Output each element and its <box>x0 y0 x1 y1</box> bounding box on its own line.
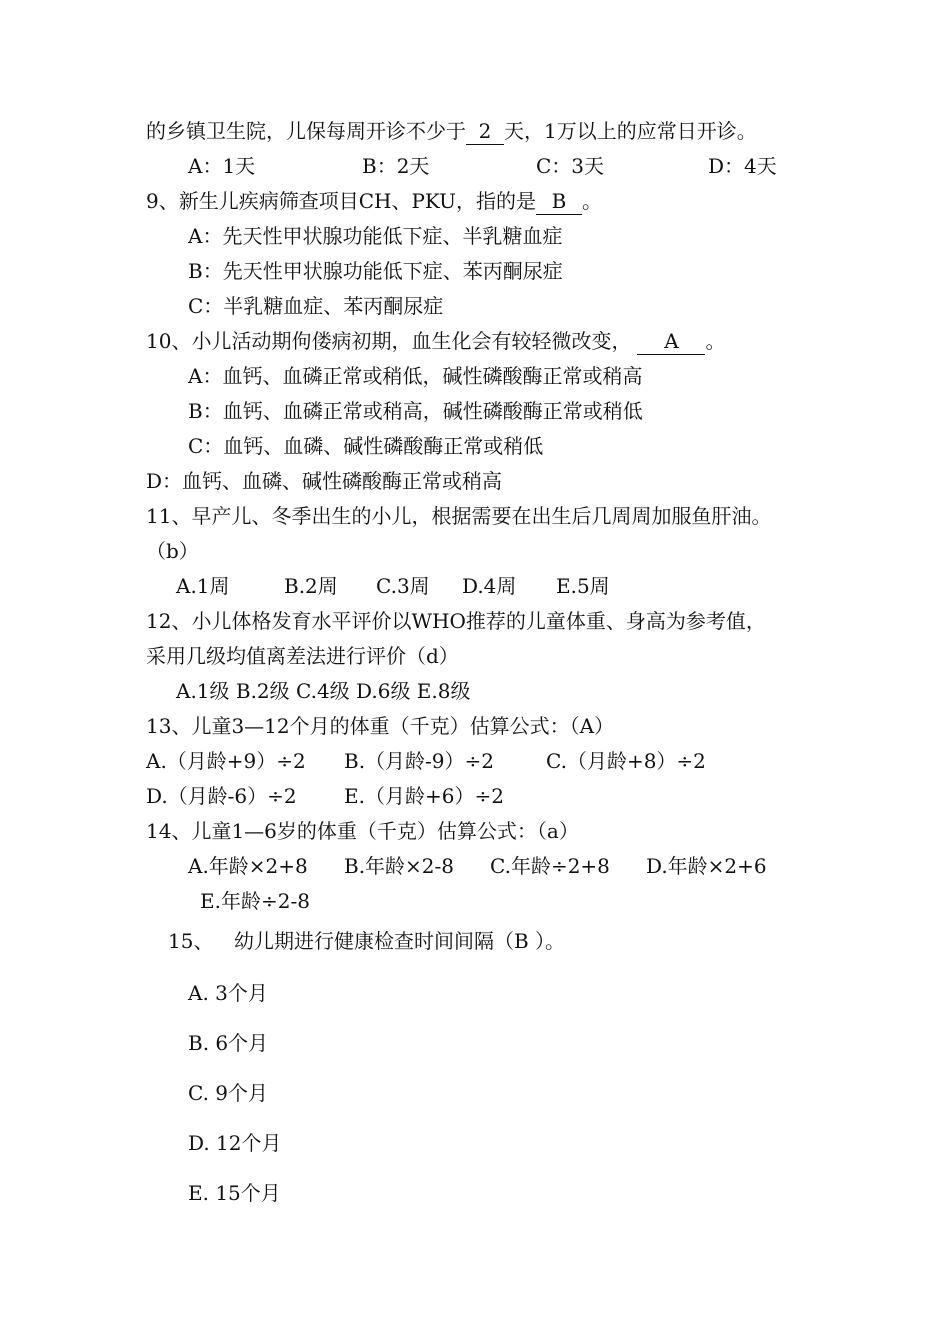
q11-option-a: A.1周 <box>176 574 230 598</box>
q13-option-e: E.（月龄+6）÷2 <box>344 784 504 808</box>
q10-stem <box>146 328 725 355</box>
q11-option-d: D.4周 <box>462 574 517 598</box>
q14-option-a: A.年龄×2+8 <box>188 854 308 878</box>
q9-stem <box>146 188 602 215</box>
q11-option-b: B.2周 <box>284 574 338 598</box>
q12-stem-line1: 12、小儿体格发育水平评价以WHO推荐的儿童体重、身高为参考值， <box>146 609 766 633</box>
q15-option-e: E. 15个月 <box>188 1181 281 1205</box>
q15-stem-text: 幼儿期进行健康检查时间间隔（B ）。 <box>234 929 566 953</box>
q13-option-c: C.（月龄+8）÷2 <box>546 749 706 773</box>
q11-option-c: C.3周 <box>376 574 430 598</box>
q8-option-c: C：3天 <box>536 154 605 178</box>
q12-options: A.1级 B.2级 C.4级 D.6级 E.8级 <box>176 679 471 703</box>
q9-option-c: C：半乳糖血症、苯丙酮尿症 <box>188 294 444 318</box>
q11-answer: （b） <box>146 539 199 563</box>
q13-stem: 13、儿童3—12个月的体重（千克）估算公式：（A） <box>146 714 615 738</box>
q11-option-e: E.5周 <box>556 574 610 598</box>
q8-option-a: A：1天 <box>188 154 256 178</box>
q13-option-b: B.（月龄-9）÷2 <box>344 749 495 773</box>
q8-option-b: B：2天 <box>362 154 430 178</box>
q9-option-b: B：先天性甲状腺功能低下症、苯丙酮尿症 <box>188 259 563 283</box>
q9-stem-pre: 9、新生儿疾病筛查项目CH、PKU，指的是 <box>146 189 537 213</box>
q10-option-b: B：血钙、血磷正常或稍高，碱性磷酸酶正常或稍低 <box>188 399 643 423</box>
q11-stem-line1: 11、早产儿、冬季出生的小儿，根据需要在出生后几周周加服鱼肝油。 <box>146 504 772 528</box>
q10-stem-pre: 10、小儿活动期佝偻病初期，血生化会有较轻微改变， <box>146 329 632 353</box>
q8-stem-tail <box>146 118 757 145</box>
q14-option-d: D.年龄×2+6 <box>646 854 767 878</box>
q10-option-c: C：血钙、血磷、碱性磷酸酶正常或稍低 <box>188 434 544 458</box>
q14-stem: 14、儿童1—6岁的体重（千克）估算公式：（a） <box>146 819 579 843</box>
q8-answer-blank: 2 <box>466 118 504 145</box>
q8-option-d: D：4天 <box>708 154 777 178</box>
q10-option-d: D：血钙、血磷、碱性磷酸酶正常或稍高 <box>146 469 503 493</box>
q8-stem-pre: 的乡镇卫生院，儿保每周开诊不少于 <box>146 119 466 143</box>
q9-answer-blank: B <box>536 188 582 215</box>
q12-stem-line2: 采用几级均值离差法进行评价（d） <box>146 644 459 668</box>
q15-option-a: A. 3个月 <box>188 981 268 1005</box>
q15-option-b: B. 6个月 <box>188 1031 269 1055</box>
q10-option-a: A：血钙、血磷正常或稍低，碱性磷酸酶正常或稍高 <box>188 364 643 388</box>
q14-option-b: B.年龄×2-8 <box>344 854 455 878</box>
q9-stem-post: 。 <box>582 189 603 213</box>
q15-option-d: D. 12个月 <box>188 1131 282 1155</box>
q15-option-c: C. 9个月 <box>188 1081 269 1105</box>
q14-option-c: C.年龄÷2+8 <box>490 854 610 878</box>
q15-number: 15、 <box>168 929 214 953</box>
q14-option-e: E.年龄÷2-8 <box>200 889 310 913</box>
q10-answer-blank: A <box>637 328 705 355</box>
q13-option-d: D.（月龄-6）÷2 <box>146 784 297 808</box>
q9-option-a: A：先天性甲状腺功能低下症、半乳糖血症 <box>188 224 563 248</box>
q13-option-a: A.（月龄+9）÷2 <box>146 749 306 773</box>
q10-stem-post: 。 <box>705 329 726 353</box>
q8-stem-post: 天，1万以上的应常日开诊。 <box>504 119 757 143</box>
